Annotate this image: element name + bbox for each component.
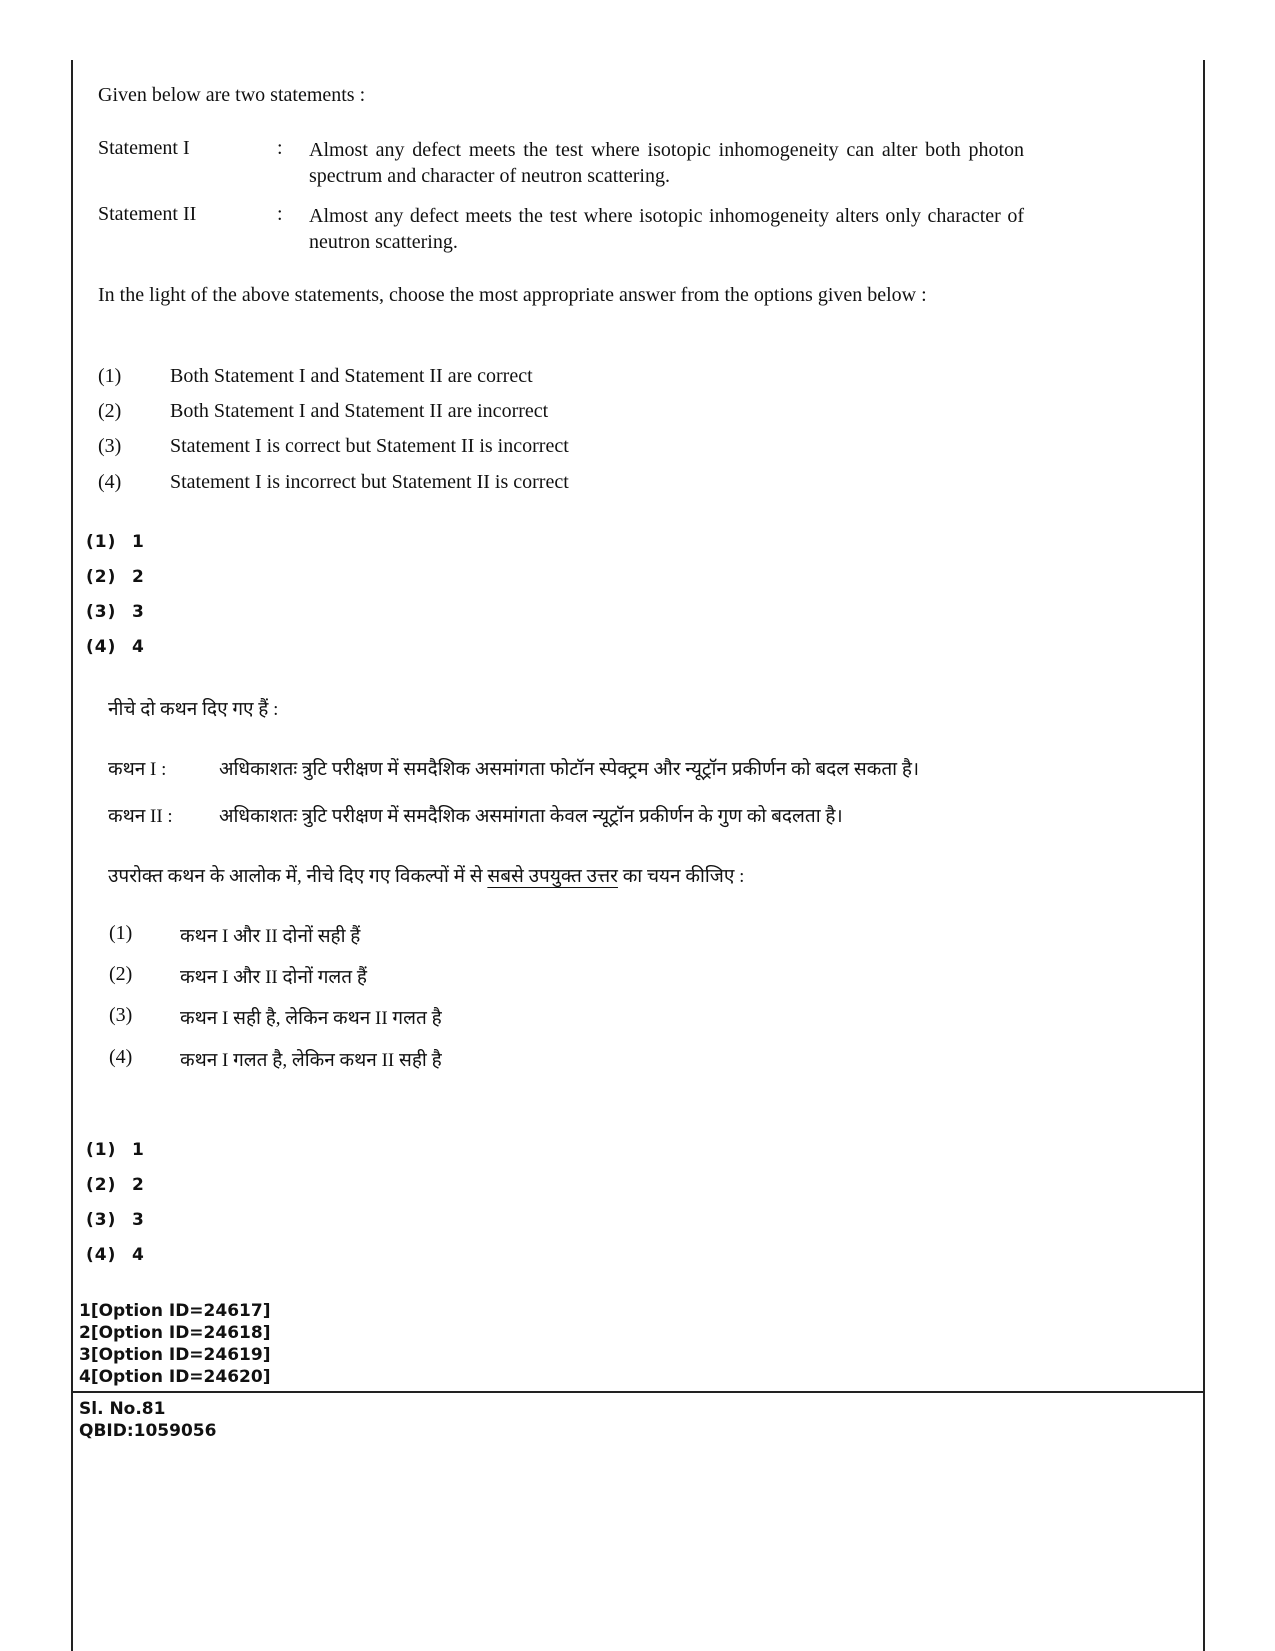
statement-1-label: Statement I (98, 137, 190, 159)
hindi-statement-2-text: अधिकाशतः त्रुटि परीक्षण में समदैशिक असमांगता केवल न्यूट्रॉन प्रकीर्णन के गुण को बदलता है। (219, 806, 843, 827)
hindi-option-1-text: कथन I और II दोनों सही हैं (180, 926, 361, 947)
option-id-4: 4[Option ID=24620] (79, 1367, 271, 1387)
option-3-number: (3) (98, 435, 122, 457)
statement-2-text: Almost any defect meets the test where isotopic inhomogeneity alters only character of neutron scattering. (309, 205, 1024, 253)
question-instruction: In the light of the above statements, choose the most appropriate answer from the options given below : (98, 284, 927, 306)
hindi-statement-1-label: कथन I : (108, 759, 167, 780)
answer-en-3 (86, 602, 145, 622)
hindi-instruction-pre: उपरोक्त कथन के आलोक में, नीचे दिए गए विकल्पों में से (108, 866, 488, 887)
answer-hi-4-value: 4 (132, 1245, 145, 1265)
answer-en-2-value: 2 (132, 567, 145, 587)
answer-en-1 (86, 532, 145, 552)
option-id-1: 1[Option ID=24617] (79, 1301, 271, 1321)
answer-hi-2 (86, 1175, 145, 1195)
hindi-option-3-number: (3) (109, 1004, 133, 1026)
answer-hi-3 (86, 1210, 145, 1230)
option-1-text: Both Statement I and Statement II are correct (170, 365, 533, 387)
question-bank-id: QBID:1059056 (79, 1421, 217, 1441)
left-border-line (71, 60, 73, 1651)
hindi-option-1-number: (1) (109, 922, 133, 944)
hindi-instruction (108, 862, 744, 888)
answer-hi-4-num: (4) (86, 1245, 117, 1265)
hindi-instruction-underlined: सबसे उपयुक्त उत्तर (487, 866, 618, 887)
option-3-text: Statement I is correct but Statement II is incorrect (170, 435, 569, 457)
answer-hi-1-value: 1 (132, 1140, 145, 1160)
hindi-intro: नीचे दो कथन दिए गए हैं : (108, 699, 279, 720)
option-2-text: Both Statement I and Statement II are incorrect (170, 400, 549, 422)
answer-en-1-num: (1) (86, 532, 117, 552)
answer-hi-2-num: (2) (86, 1175, 117, 1195)
hindi-option-3-text: कथन I सही है, लेकिन कथन II गलत है (180, 1008, 442, 1029)
answer-hi-3-num: (3) (86, 1210, 117, 1230)
hindi-option-4-text: कथन I गलत है, लेकिन कथन II सही है (180, 1050, 442, 1071)
statement-2-colon: : (277, 203, 283, 225)
statement-1-text: Almost any defect meets the test where isotopic inhomogeneity can alter both photon spectrum and character of neutron scattering. (309, 139, 1024, 187)
statement-1-colon: : (277, 137, 283, 159)
option-id-3: 3[Option ID=24619] (79, 1345, 271, 1365)
section-divider (71, 1391, 1205, 1393)
hindi-statement-2-label: कथन II : (108, 806, 173, 827)
option-4-number: (4) (98, 471, 122, 493)
option-id-2: 2[Option ID=24618] (79, 1323, 271, 1343)
answer-hi-1-num: (1) (86, 1140, 117, 1160)
option-4-text: Statement I is incorrect but Statement II is correct (170, 471, 569, 493)
statement-2-label: Statement II (98, 203, 197, 225)
option-2-number: (2) (98, 400, 122, 422)
answer-en-4-num: (4) (86, 637, 117, 657)
answer-hi-4 (86, 1245, 145, 1265)
hindi-option-2-text: कथन I और II दोनों गलत हैं (180, 967, 367, 988)
option-1-number: (1) (98, 365, 122, 387)
answer-en-4 (86, 637, 145, 657)
answer-hi-3-value: 3 (132, 1210, 145, 1230)
hindi-instruction-post: का चयन कीजिए : (617, 866, 745, 887)
question-intro: Given below are two statements : (98, 84, 366, 106)
hindi-option-2-number: (2) (109, 963, 133, 985)
answer-en-1-value: 1 (132, 532, 145, 552)
answer-en-4-value: 4 (132, 637, 145, 657)
answer-en-3-value: 3 (132, 602, 145, 622)
hindi-statement-1-text: अधिकाशतः त्रुटि परीक्षण में समदैशिक असमांगता फोटॉन स्पेक्ट्रम और न्यूट्रॉन प्रकीर्णन को बदल सकता है। (219, 759, 920, 780)
right-border-line (1203, 60, 1205, 1651)
answer-en-2 (86, 567, 145, 587)
answer-en-3-num: (3) (86, 602, 117, 622)
answer-hi-1 (86, 1140, 145, 1160)
hindi-option-4-number: (4) (109, 1046, 133, 1068)
serial-number: Sl. No.81 (79, 1399, 166, 1419)
answer-hi-2-value: 2 (132, 1175, 145, 1195)
answer-en-2-num: (2) (86, 567, 117, 587)
